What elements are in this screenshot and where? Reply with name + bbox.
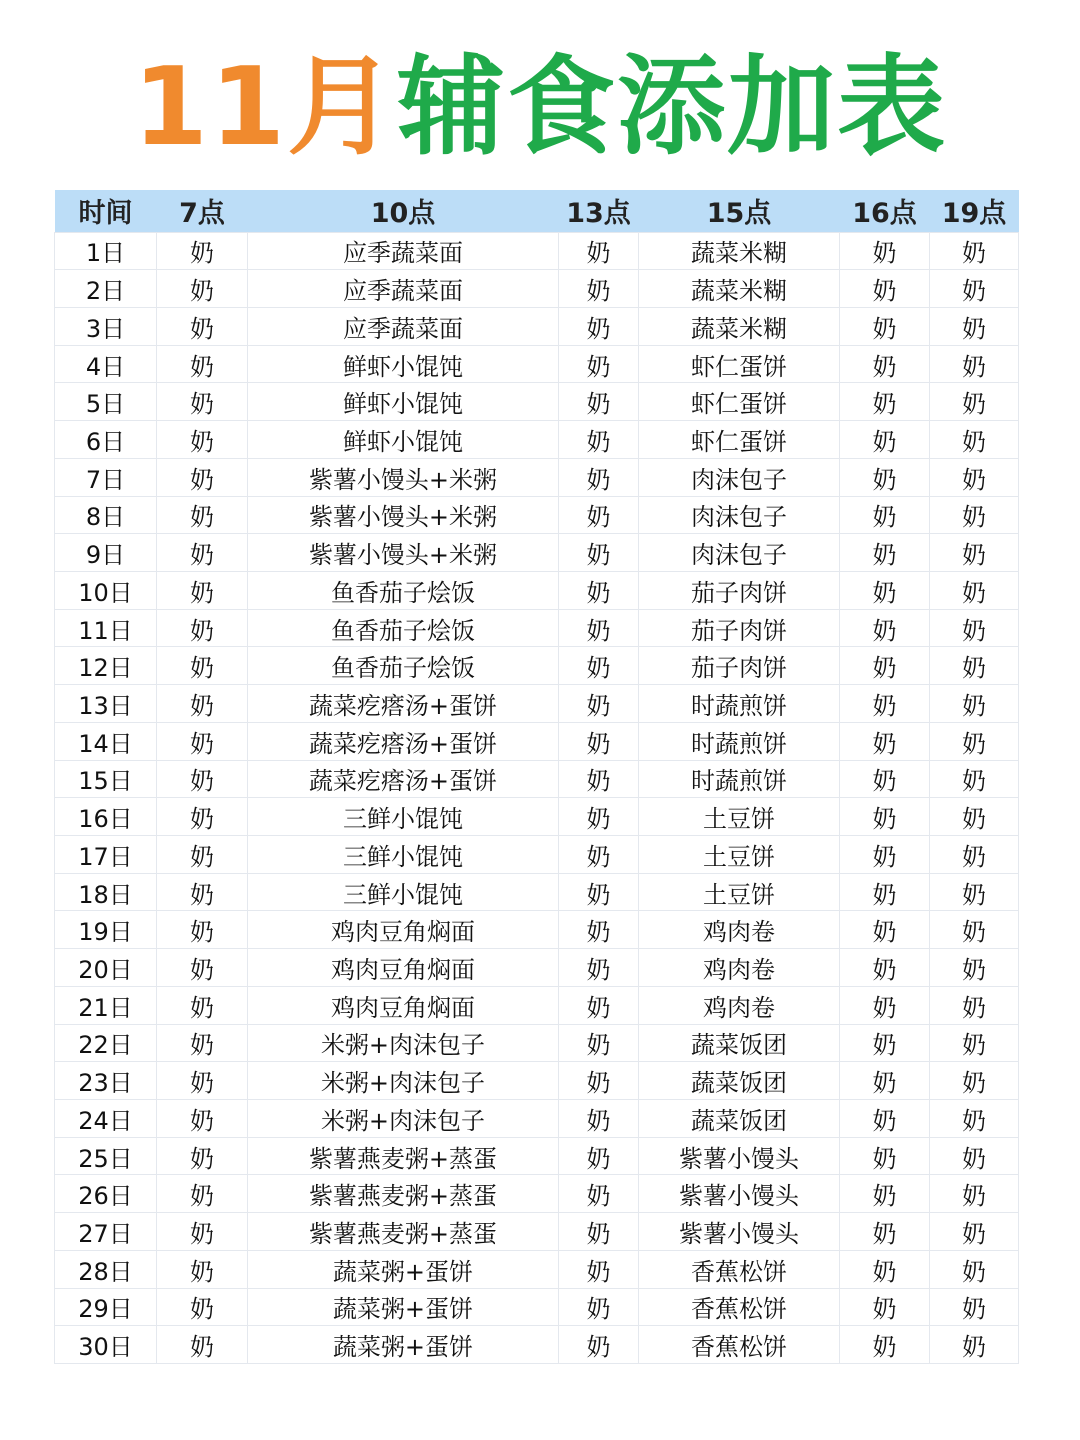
cell-13: 奶 [559,534,639,572]
table-row [55,1100,1019,1138]
cell-13: 奶 [559,798,639,836]
cell-7: 奶 [157,232,248,270]
cell-10: 紫薯小馒头+米粥 [248,458,559,496]
cell-10: 米粥+肉沫包子 [248,1024,559,1062]
cell-16: 奶 [840,1100,930,1138]
cell-7: 奶 [157,1326,248,1364]
cell-7: 奶 [157,760,248,798]
table-row [55,571,1019,609]
table-row [55,421,1019,459]
cell-15: 蔬菜饭团 [639,1100,840,1138]
cell-13: 奶 [559,685,639,723]
cell-19: 奶 [930,1288,1019,1326]
table-row [55,1137,1019,1175]
header-19: 19点 [941,198,1007,230]
cell-7: 奶 [157,1137,248,1175]
cell-19: 奶 [930,1326,1019,1364]
cell-7: 奶 [157,270,248,308]
cell-19: 奶 [930,345,1019,383]
cell-10: 鲜虾小馄饨 [248,383,559,421]
cell-13: 奶 [559,345,639,383]
cell-15: 蔬菜米糊 [639,232,840,270]
cell-15: 土豆饼 [639,798,840,836]
cell-7: 奶 [157,1100,248,1138]
cell-19: 奶 [930,1250,1019,1288]
cell-13: 奶 [559,873,639,911]
cell-date: 3日 [55,307,157,345]
header-7: 7点 [179,198,225,230]
cell-date: 9日 [55,534,157,572]
cell-15: 土豆饼 [639,836,840,874]
table-row [55,232,1019,270]
cell-10: 鸡肉豆角焖面 [248,986,559,1024]
cell-15: 蔬菜米糊 [639,307,840,345]
cell-19: 奶 [930,1175,1019,1213]
cell-15: 茄子肉饼 [639,571,840,609]
title-text: 辅食添加表 [397,45,948,170]
cell-7: 奶 [157,496,248,534]
cell-16: 奶 [840,949,930,987]
table-row [55,1326,1019,1364]
cell-10: 鸡肉豆角焖面 [248,949,559,987]
table-row [55,685,1019,723]
cell-15: 鸡肉卷 [639,986,840,1024]
cell-16: 奶 [840,1024,930,1062]
cell-19: 奶 [930,270,1019,308]
cell-10: 鱼香茄子烩饭 [248,571,559,609]
table-row [55,307,1019,345]
cell-19: 奶 [930,383,1019,421]
cell-10: 鸡肉豆角焖面 [248,911,559,949]
cell-date: 5日 [55,383,157,421]
cell-date: 16日 [55,798,157,836]
cell-date: 21日 [55,986,157,1024]
cell-10: 蔬菜疙瘩汤+蛋饼 [248,685,559,723]
cell-date: 22日 [55,1024,157,1062]
cell-16: 奶 [840,647,930,685]
header-13: 13点 [566,198,631,230]
cell-15: 紫薯小馒头 [639,1137,840,1175]
cell-10: 蔬菜疙瘩汤+蛋饼 [248,760,559,798]
cell-7: 奶 [157,1213,248,1251]
cell-16: 奶 [840,873,930,911]
cell-date: 15日 [55,760,157,798]
cell-date: 28日 [55,1250,157,1288]
cell-13: 奶 [559,1213,639,1251]
header-row [55,190,1019,232]
cell-7: 奶 [157,345,248,383]
cell-13: 奶 [559,458,639,496]
table-row [55,1250,1019,1288]
cell-13: 奶 [559,836,639,874]
cell-15: 茄子肉饼 [639,647,840,685]
cell-13: 奶 [559,383,639,421]
table-row [55,986,1019,1024]
cell-7: 奶 [157,307,248,345]
cell-15: 香蕉松饼 [639,1326,840,1364]
cell-date: 13日 [55,685,157,723]
table-row [55,609,1019,647]
cell-19: 奶 [930,836,1019,874]
cell-15: 土豆饼 [639,873,840,911]
cell-13: 奶 [559,1100,639,1138]
cell-date: 23日 [55,1062,157,1100]
cell-15: 虾仁蛋饼 [639,421,840,459]
cell-7: 奶 [157,986,248,1024]
cell-date: 10日 [55,571,157,609]
cell-7: 奶 [157,1288,248,1326]
table-row [55,949,1019,987]
cell-date: 29日 [55,1288,157,1326]
cell-date: 4日 [55,345,157,383]
cell-16: 奶 [840,1137,930,1175]
cell-15: 虾仁蛋饼 [639,345,840,383]
table-row [55,873,1019,911]
cell-16: 奶 [840,609,930,647]
cell-10: 紫薯燕麦粥+蒸蛋 [248,1175,559,1213]
cell-13: 奶 [559,911,639,949]
table-row [55,1062,1019,1100]
cell-13: 奶 [559,496,639,534]
table-row [55,1213,1019,1251]
cell-10: 三鲜小馄饨 [248,798,559,836]
cell-date: 12日 [55,647,157,685]
cell-19: 奶 [930,1062,1019,1100]
table-row [55,383,1019,421]
cell-10: 紫薯小馒头+米粥 [248,534,559,572]
cell-date: 30日 [55,1326,157,1364]
table-row [55,836,1019,874]
cell-13: 奶 [559,760,639,798]
cell-15: 鸡肉卷 [639,949,840,987]
header-time: 时间 [78,198,133,230]
cell-15: 肉沫包子 [639,496,840,534]
cell-15: 时蔬煎饼 [639,685,840,723]
cell-19: 奶 [930,232,1019,270]
cell-19: 奶 [930,421,1019,459]
cell-10: 三鲜小馄饨 [248,836,559,874]
cell-7: 奶 [157,836,248,874]
cell-13: 奶 [559,1137,639,1175]
page-title [0,38,1080,178]
cell-15: 肉沫包子 [639,534,840,572]
cell-7: 奶 [157,1250,248,1288]
cell-19: 奶 [930,798,1019,836]
cell-7: 奶 [157,722,248,760]
table-body [55,232,1019,1364]
table-row [55,1288,1019,1326]
cell-date: 8日 [55,496,157,534]
cell-13: 奶 [559,609,639,647]
cell-date: 7日 [55,458,157,496]
table-row [55,911,1019,949]
cell-16: 奶 [840,685,930,723]
cell-7: 奶 [157,1062,248,1100]
cell-7: 奶 [157,798,248,836]
cell-19: 奶 [930,911,1019,949]
header-15: 15点 [706,198,772,230]
cell-19: 奶 [930,571,1019,609]
cell-16: 奶 [840,270,930,308]
cell-16: 奶 [840,1175,930,1213]
table-row [55,496,1019,534]
cell-13: 奶 [559,986,639,1024]
cell-19: 奶 [930,760,1019,798]
cell-date: 20日 [55,949,157,987]
schedule-table [54,190,1019,1364]
cell-16: 奶 [840,307,930,345]
cell-15: 鸡肉卷 [639,911,840,949]
cell-10: 米粥+肉沫包子 [248,1100,559,1138]
cell-13: 奶 [559,1175,639,1213]
cell-16: 奶 [840,760,930,798]
cell-19: 奶 [930,722,1019,760]
cell-19: 奶 [930,496,1019,534]
cell-16: 奶 [840,1326,930,1364]
cell-16: 奶 [840,911,930,949]
cell-10: 蔬菜粥+蛋饼 [248,1288,559,1326]
cell-10: 蔬菜粥+蛋饼 [248,1250,559,1288]
cell-19: 奶 [930,1100,1019,1138]
cell-16: 奶 [840,1250,930,1288]
cell-7: 奶 [157,534,248,572]
cell-15: 紫薯小馒头 [639,1213,840,1251]
cell-16: 奶 [840,232,930,270]
cell-15: 茄子肉饼 [639,609,840,647]
cell-date: 24日 [55,1100,157,1138]
cell-date: 14日 [55,722,157,760]
table-row [55,458,1019,496]
cell-date: 17日 [55,836,157,874]
table-row [55,270,1019,308]
cell-10: 米粥+肉沫包子 [248,1062,559,1100]
cell-10: 紫薯小馒头+米粥 [248,496,559,534]
cell-16: 奶 [840,345,930,383]
cell-10: 应季蔬菜面 [248,307,559,345]
cell-16: 奶 [840,383,930,421]
cell-13: 奶 [559,1250,639,1288]
cell-date: 11日 [55,609,157,647]
cell-10: 紫薯燕麦粥+蒸蛋 [248,1213,559,1251]
cell-19: 奶 [930,307,1019,345]
cell-date: 2日 [55,270,157,308]
cell-16: 奶 [840,798,930,836]
cell-19: 奶 [930,685,1019,723]
table-row [55,1175,1019,1213]
cell-7: 奶 [157,873,248,911]
cell-15: 蔬菜米糊 [639,270,840,308]
cell-16: 奶 [840,421,930,459]
cell-7: 奶 [157,647,248,685]
title-month: 11月 [132,45,398,170]
cell-7: 奶 [157,458,248,496]
cell-7: 奶 [157,949,248,987]
cell-date: 19日 [55,911,157,949]
table-row [55,722,1019,760]
cell-19: 奶 [930,949,1019,987]
cell-date: 26日 [55,1175,157,1213]
cell-13: 奶 [559,1024,639,1062]
cell-16: 奶 [840,534,930,572]
cell-7: 奶 [157,571,248,609]
cell-16: 奶 [840,571,930,609]
cell-7: 奶 [157,1175,248,1213]
table-row [55,647,1019,685]
header-10: 10点 [370,198,436,230]
cell-19: 奶 [930,1024,1019,1062]
cell-10: 鲜虾小馄饨 [248,345,559,383]
cell-10: 紫薯燕麦粥+蒸蛋 [248,1137,559,1175]
cell-16: 奶 [840,722,930,760]
cell-10: 蔬菜粥+蛋饼 [248,1326,559,1364]
cell-16: 奶 [840,1062,930,1100]
cell-7: 奶 [157,911,248,949]
table-row [55,345,1019,383]
cell-10: 应季蔬菜面 [248,270,559,308]
table-row [55,1024,1019,1062]
cell-16: 奶 [840,458,930,496]
cell-13: 奶 [559,232,639,270]
cell-7: 奶 [157,1024,248,1062]
cell-15: 香蕉松饼 [639,1288,840,1326]
cell-15: 时蔬煎饼 [639,760,840,798]
cell-16: 奶 [840,496,930,534]
cell-13: 奶 [559,949,639,987]
cell-13: 奶 [559,722,639,760]
cell-13: 奶 [559,647,639,685]
cell-7: 奶 [157,685,248,723]
cell-13: 奶 [559,421,639,459]
cell-13: 奶 [559,571,639,609]
header-16: 16点 [852,198,917,230]
cell-10: 应季蔬菜面 [248,232,559,270]
cell-date: 27日 [55,1213,157,1251]
cell-19: 奶 [930,458,1019,496]
cell-10: 蔬菜疙瘩汤+蛋饼 [248,722,559,760]
cell-16: 奶 [840,986,930,1024]
cell-date: 18日 [55,873,157,911]
cell-15: 蔬菜饭团 [639,1024,840,1062]
cell-date: 25日 [55,1137,157,1175]
table-row [55,798,1019,836]
cell-10: 鱼香茄子烩饭 [248,609,559,647]
cell-13: 奶 [559,1288,639,1326]
cell-19: 奶 [930,609,1019,647]
cell-19: 奶 [930,647,1019,685]
cell-13: 奶 [559,307,639,345]
cell-19: 奶 [930,1213,1019,1251]
cell-19: 奶 [930,534,1019,572]
cell-15: 香蕉松饼 [639,1250,840,1288]
cell-13: 奶 [559,1062,639,1100]
cell-7: 奶 [157,609,248,647]
table-row [55,534,1019,572]
cell-15: 紫薯小馒头 [639,1175,840,1213]
cell-16: 奶 [840,1288,930,1326]
cell-date: 6日 [55,421,157,459]
cell-15: 肉沫包子 [639,458,840,496]
cell-10: 鲜虾小馄饨 [248,421,559,459]
cell-19: 奶 [930,1137,1019,1175]
cell-19: 奶 [930,873,1019,911]
cell-16: 奶 [840,1213,930,1251]
cell-date: 1日 [55,232,157,270]
cell-7: 奶 [157,421,248,459]
cell-15: 时蔬煎饼 [639,722,840,760]
cell-10: 鱼香茄子烩饭 [248,647,559,685]
cell-16: 奶 [840,836,930,874]
cell-15: 虾仁蛋饼 [639,383,840,421]
cell-13: 奶 [559,270,639,308]
cell-13: 奶 [559,1326,639,1364]
cell-7: 奶 [157,383,248,421]
cell-15: 蔬菜饭团 [639,1062,840,1100]
cell-19: 奶 [930,986,1019,1024]
table-row [55,760,1019,798]
table-header [55,190,1019,232]
cell-10: 三鲜小馄饨 [248,873,559,911]
